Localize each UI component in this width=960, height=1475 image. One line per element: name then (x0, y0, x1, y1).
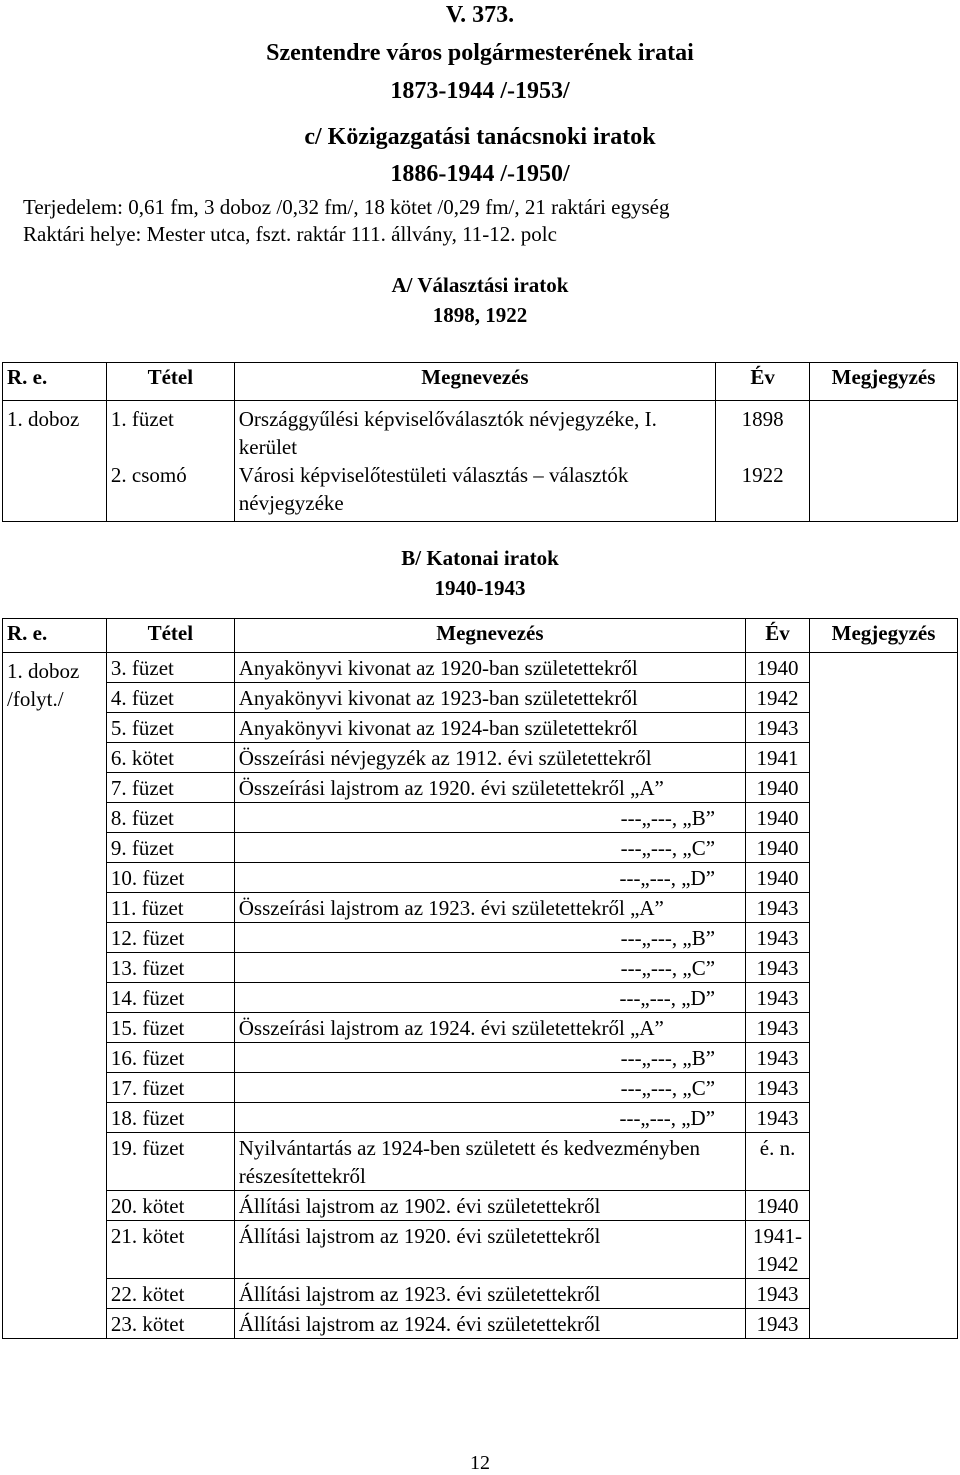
section-b-heading (0, 543, 960, 603)
year-cell: 1941 (746, 743, 810, 773)
column-header: Év (746, 619, 810, 653)
document-header (0, 0, 960, 248)
name-cell: Országgyűlési képviselőválasztók névjegyzéke, I. kerület (234, 401, 715, 462)
item-cell: 18. füzet (106, 1103, 234, 1133)
table-row (3, 653, 958, 683)
item-cell: 8. füzet (106, 803, 234, 833)
note-cell (810, 653, 958, 1339)
name-cell: Összeírási lajstrom az 1923. évi születettekről „A” (234, 893, 745, 923)
item-cell: 11. füzet (106, 893, 234, 923)
location-text: Raktári helye: Mester utca, fszt. raktár 111. állvány, 11-12. polc (23, 222, 557, 246)
name-cell: Állítási lajstrom az 1902. évi születettekről (234, 1191, 745, 1221)
document-title: Szentendre város polgármesterének iratai (266, 40, 694, 66)
reference-number: V. 373. (445, 2, 515, 28)
document-subtitle-years: 1886-1944 /-1950/ (390, 161, 570, 187)
column-header: Év (716, 363, 810, 401)
year-cell: 1943 (746, 923, 810, 953)
item-cell: 21. kötet (106, 1221, 234, 1279)
document-title-years: 1873-1944 /-1953/ (390, 78, 570, 104)
section-a-title: A/ Választási iratok (391, 273, 569, 297)
section-b-years: 1940-1943 (434, 576, 526, 600)
year-cell: 1943 (746, 1073, 810, 1103)
item-cell: 13. füzet (106, 953, 234, 983)
year-cell: 1940 (746, 833, 810, 863)
section-a-years: 1898, 1922 (432, 303, 528, 327)
name-cell: Anyakönyvi kivonat az 1924-ban születettekről (234, 713, 745, 743)
name-cell: Összeírási lajstrom az 1924. évi születettekről „A” (234, 1013, 745, 1043)
item-cell: 19. füzet (106, 1133, 234, 1191)
year-cell: 1943 (746, 983, 810, 1013)
column-header: Tétel (106, 363, 234, 401)
year-cell: 1943 (746, 1309, 810, 1339)
column-header: R. e. (3, 363, 107, 401)
section-a-table (2, 362, 958, 522)
year-cell: 1941-1942 (746, 1221, 810, 1279)
table-header-row (3, 363, 958, 401)
item-cell: 6. kötet (106, 743, 234, 773)
year-cell: 1943 (746, 893, 810, 923)
document-subtitle: c/ Közigazgatási tanácsnoki iratok (304, 124, 656, 150)
column-header: R. e. (3, 619, 107, 653)
table-row (3, 401, 958, 462)
item-cell: 20. kötet (106, 1191, 234, 1221)
year-cell: 1942 (746, 683, 810, 713)
name-cell: ---„---, „B” (234, 923, 745, 953)
year-cell: 1943 (746, 1043, 810, 1073)
item-cell: 12. füzet (106, 923, 234, 953)
year-cell: 1943 (746, 713, 810, 743)
table-header-row (3, 619, 958, 653)
page-number: 12 (470, 1452, 490, 1474)
unit-cell: 1. doboz /folyt./ (3, 653, 107, 1339)
item-cell: 16. füzet (106, 1043, 234, 1073)
year-cell: 1940 (746, 773, 810, 803)
year-cell: 1940 (746, 803, 810, 833)
item-cell: 10. füzet (106, 863, 234, 893)
name-cell: Összeírási névjegyzék az 1912. évi születettekről (234, 743, 745, 773)
name-cell: ---„---, „D” (234, 1103, 745, 1133)
year-cell: 1898 (716, 401, 810, 462)
item-cell: 9. füzet (106, 833, 234, 863)
column-header: Megjegyzés (810, 363, 958, 401)
year-cell: 1943 (746, 1013, 810, 1043)
column-header: Megnevezés (234, 619, 745, 653)
unit-cell: 1. doboz (3, 401, 107, 522)
name-cell: ---„---, „B” (234, 1043, 745, 1073)
name-cell: ---„---, „C” (234, 1073, 745, 1103)
section-a-heading (0, 270, 960, 330)
year-cell: 1943 (746, 1279, 810, 1309)
name-cell: Összeírási lajstrom az 1920. évi születettekről „A” (234, 773, 745, 803)
name-cell: Állítási lajstrom az 1923. évi születettekről (234, 1279, 745, 1309)
year-cell: 1922 (716, 461, 810, 522)
year-cell: é. n. (746, 1133, 810, 1191)
year-cell: 1943 (746, 1103, 810, 1133)
name-cell: ---„---, „C” (234, 953, 745, 983)
year-cell: 1940 (746, 1191, 810, 1221)
name-cell: Anyakönyvi kivonat az 1923-ban születettekről (234, 683, 745, 713)
item-cell: 14. füzet (106, 983, 234, 1013)
section-b-table (2, 618, 958, 1339)
section-b-title: B/ Katonai iratok (401, 546, 559, 570)
name-cell: ---„---, „D” (234, 863, 745, 893)
item-cell: 5. füzet (106, 713, 234, 743)
column-header: Megjegyzés (810, 619, 958, 653)
year-cell: 1943 (746, 953, 810, 983)
item-cell: 23. kötet (106, 1309, 234, 1339)
name-cell: Állítási lajstrom az 1924. évi születettekről (234, 1309, 745, 1339)
item-cell: 4. füzet (106, 683, 234, 713)
name-cell: ---„---, „B” (234, 803, 745, 833)
name-cell: Állítási lajstrom az 1920. évi születettekről (234, 1221, 745, 1279)
item-cell: 7. füzet (106, 773, 234, 803)
item-cell: 3. füzet (106, 653, 234, 683)
item-cell: 2. csomó (106, 461, 234, 522)
item-cell: 17. füzet (106, 1073, 234, 1103)
name-cell: Anyakönyvi kivonat az 1920-ban születettekről (234, 653, 745, 683)
name-cell: Nyilvántartás az 1924-ben született és kedvezményben részesítettekről (234, 1133, 745, 1191)
year-cell: 1940 (746, 863, 810, 893)
column-header: Tétel (106, 619, 234, 653)
note-cell (810, 401, 958, 522)
name-cell: Városi képviselőtestületi választás – választók névjegyzéke (234, 461, 715, 522)
year-cell: 1940 (746, 653, 810, 683)
item-cell: 22. kötet (106, 1279, 234, 1309)
item-cell: 1. füzet (106, 401, 234, 462)
extent-text: Terjedelem: 0,61 fm, 3 doboz /0,32 fm/, 18 kötet /0,29 fm/, 21 raktári egység (23, 195, 670, 219)
name-cell: ---„---, „C” (234, 833, 745, 863)
name-cell: ---„---, „D” (234, 983, 745, 1013)
column-header: Megnevezés (234, 363, 715, 401)
item-cell: 15. füzet (106, 1013, 234, 1043)
